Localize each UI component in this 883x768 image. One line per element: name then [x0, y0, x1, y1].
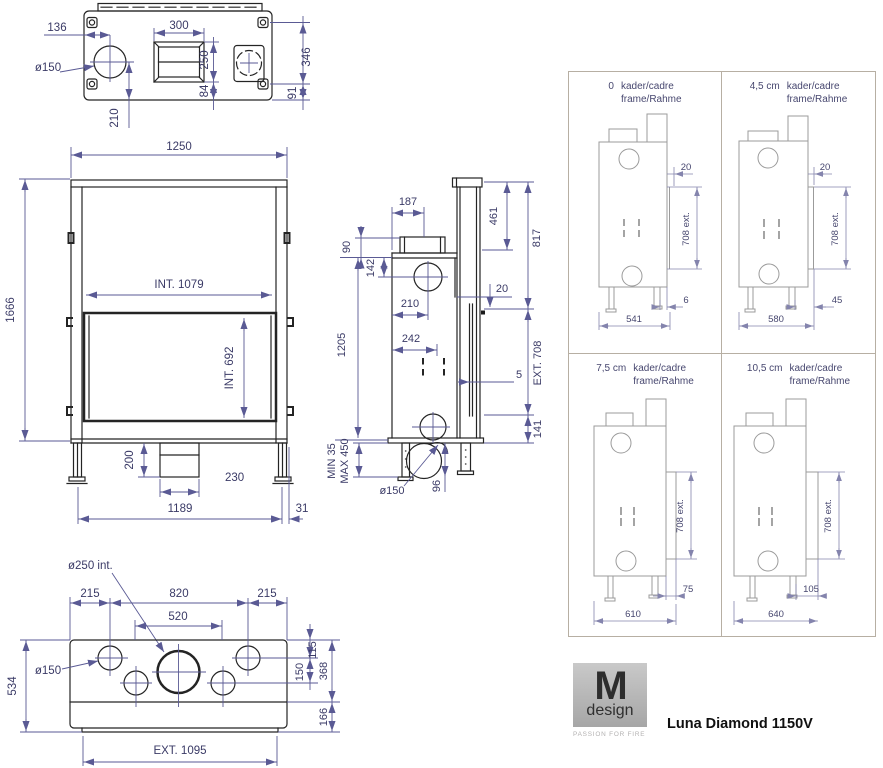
frame-option-75-title — [569, 362, 721, 388]
dim-top-depth-to-opening: 250 — [199, 50, 211, 70]
frame-option-0 — [569, 72, 722, 354]
dim-front-base-width: 1189 — [167, 503, 193, 515]
dim-side-top-duct-width: 187 — [398, 196, 418, 208]
dim-opt105-offset: 105 — [803, 584, 819, 595]
dim-top-flue-diameter: ø150 — [34, 62, 62, 74]
pedestal-front — [160, 443, 199, 477]
top-view-drawing — [35, 4, 313, 129]
frame-profile — [808, 187, 814, 269]
handle-marks-icon — [423, 358, 444, 376]
frame-title-line2: frame/Rahme — [786, 94, 848, 105]
top-duct-side — [400, 237, 445, 253]
dim-front-pedestal-height: 200 — [124, 450, 136, 470]
dim-side-glass-thickness: 5 — [515, 369, 523, 381]
dim-top-flue-center-depth: 210 — [109, 108, 121, 128]
frame-title-line2: frame/Rahme — [633, 376, 694, 387]
dim-front-interior-width: INT. 1079 — [154, 279, 204, 291]
dim-top-offset-left: 136 — [47, 22, 67, 34]
dim-side-gap-top: 20 — [495, 283, 509, 295]
dim-bottom-inner-span: 520 — [168, 611, 188, 623]
dim-front-total-width: 1250 — [166, 141, 192, 153]
dim-top-total-depth: 346 — [301, 47, 313, 67]
dim-opt0-glass-height: 708 ext. — [681, 212, 692, 246]
front-view-drawing — [5, 141, 308, 524]
dim-opt45-glass-height: 708 ext. — [830, 212, 841, 246]
dim-side-fan-outlet: ø150 — [379, 485, 405, 497]
dim-side-flue-center-depth: 210 — [400, 298, 420, 310]
dim-bottom-exterior-width: EXT. 1095 — [153, 745, 207, 757]
dim-bottom-center-span: 820 — [169, 588, 189, 600]
dim-side-leg-max: MAX 450 — [339, 438, 351, 484]
dim-front-interior-height: INT. 692 — [224, 346, 236, 390]
dim-bottom-row2-offset: 150 — [294, 662, 306, 682]
dim-opt45-offset: 45 — [831, 295, 843, 306]
dim-side-flue-center-offset: 142 — [365, 258, 377, 278]
logo-m-letter: M — [594, 663, 626, 708]
frame-option-45-drawing — [722, 72, 875, 354]
dim-side-body-height: 1205 — [336, 332, 348, 358]
dim-front-total-height: 1666 — [5, 297, 17, 323]
frame-options-table — [568, 71, 876, 637]
dim-bottom-total-depth: 534 — [7, 676, 19, 696]
product-name: Luna Diamond 1150V — [667, 716, 813, 732]
frame-title-line1: kader/cadre — [620, 81, 674, 92]
dim-side-leg-min: MIN 35 — [326, 443, 338, 479]
dim-side-flue-top-to-plate: 461 — [488, 206, 500, 226]
dim-opt75-width: 610 — [625, 609, 641, 620]
dim-bottom-depth-to-divider: 368 — [318, 661, 330, 681]
dim-opt0-width: 541 — [626, 314, 642, 325]
mdesign-logo — [573, 663, 647, 727]
dim-bottom-hole-diameter: ø150 — [34, 665, 62, 677]
dim-side-top-box-height: 90 — [341, 240, 353, 254]
frame-size-label: 0 — [608, 81, 614, 92]
dim-opt75-glass-height: 708 ext. — [675, 499, 686, 533]
dim-top-opening-width: 300 — [169, 20, 189, 32]
dim-opt45-width: 580 — [768, 314, 784, 325]
dim-opt0-gap: 20 — [680, 162, 692, 173]
firebox-front — [84, 313, 276, 421]
side-view-drawing — [326, 178, 544, 497]
dim-side-total-back-height: 817 — [531, 228, 543, 248]
dim-bottom-center-hole: ø250 int. — [68, 560, 113, 572]
dim-bottom-edge-right: 215 — [257, 588, 277, 600]
frame-option-45-title — [722, 80, 875, 106]
glass-clip-icon — [67, 318, 293, 415]
frame-option-0-drawing — [569, 72, 722, 354]
dim-side-base-height: 141 — [532, 419, 544, 439]
dim-opt75-offset: 75 — [682, 584, 694, 595]
frame-title-line1: kader/cadre — [789, 363, 843, 374]
logo-design-word: design — [586, 702, 634, 720]
frame-option-75-drawing — [569, 354, 722, 636]
dim-opt0-offset: 6 — [683, 295, 689, 306]
dim-opt105-glass-height: 708 ext. — [823, 499, 834, 533]
frame-option-105 — [722, 354, 875, 636]
frame-title-line1: kader/cadre — [633, 363, 687, 374]
frame-title-line1: kader/cadre — [786, 81, 840, 92]
frame-option-45 — [722, 72, 875, 354]
dim-bottom-front-depth: 166 — [318, 707, 330, 727]
dim-bottom-row1-offset: 115 — [307, 641, 319, 659]
frame-size-label: 4,5 cm — [749, 81, 780, 92]
frame-title-line2: frame/Rahme — [789, 376, 851, 387]
dim-opt105-width: 640 — [768, 609, 784, 620]
frame-option-105-drawing — [722, 354, 875, 636]
dim-top-rear-offset: 91 — [287, 86, 299, 100]
frame-profile — [806, 472, 818, 559]
frame-title-line2: frame/Rahme — [620, 94, 682, 105]
dim-side-glass-height: EXT. 708 — [532, 340, 544, 386]
dim-side-outlet-offset: 96 — [431, 479, 443, 493]
dim-top-opening-offset: 84 — [199, 84, 211, 98]
dim-side-glass-depth: 242 — [401, 333, 421, 345]
frame-option-75 — [569, 354, 722, 636]
dim-front-pedestal-width: 230 — [225, 472, 245, 484]
frame-option-105-title — [722, 362, 875, 388]
dim-front-side-offset: 31 — [295, 503, 309, 515]
bottom-view-drawing — [7, 560, 340, 766]
frame-option-0-title — [569, 80, 721, 106]
frame-size-label: 7,5 cm — [596, 363, 627, 374]
dim-opt45-gap: 20 — [819, 162, 831, 173]
frame-size-label: 10,5 cm — [746, 363, 783, 374]
fan-scroll-side — [407, 444, 442, 479]
dim-bottom-edge-left: 215 — [80, 588, 100, 600]
brand-tagline: PASSION FOR FIRE — [573, 731, 646, 738]
